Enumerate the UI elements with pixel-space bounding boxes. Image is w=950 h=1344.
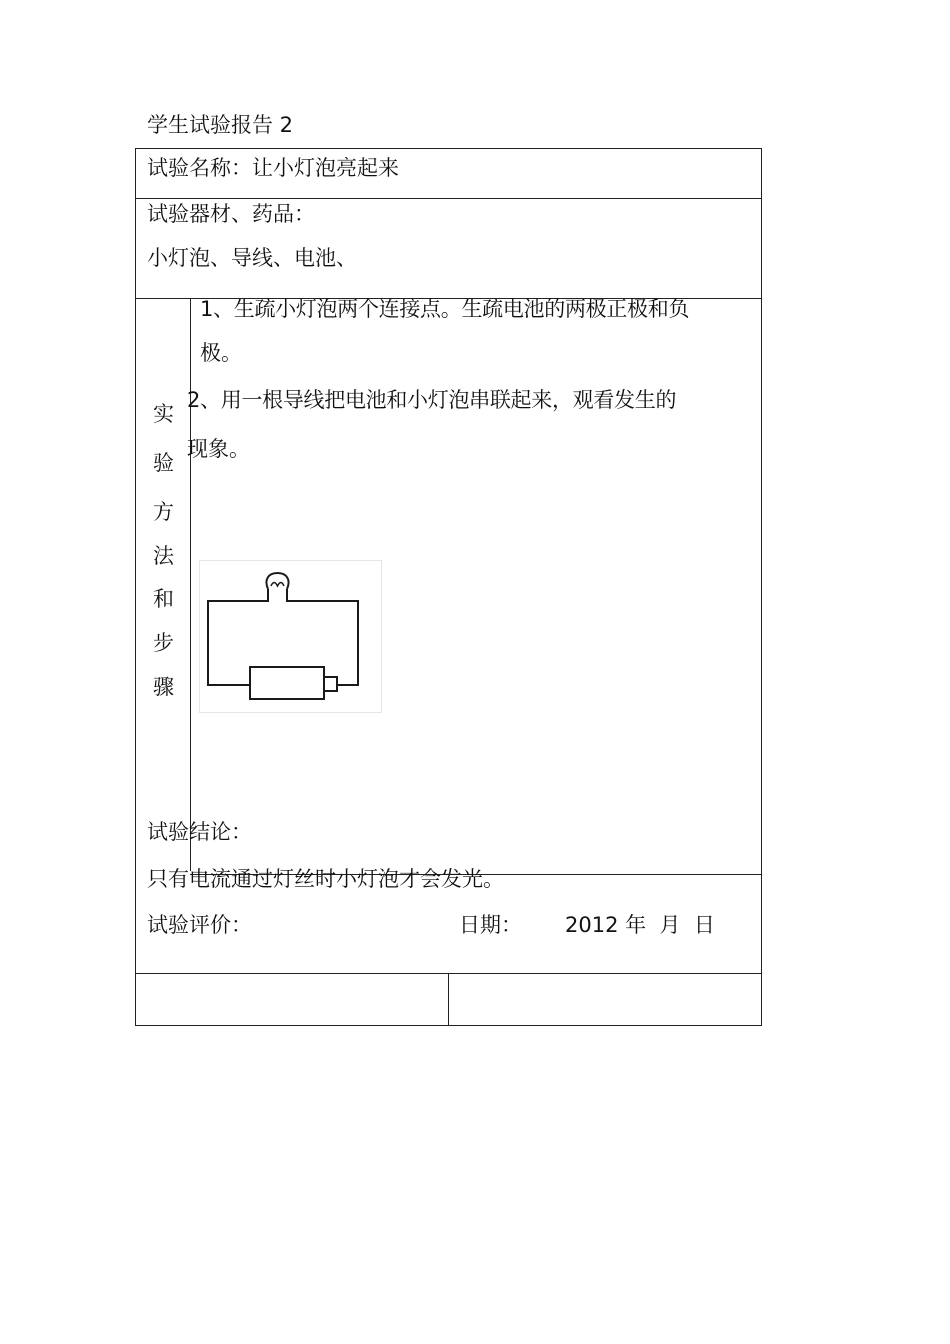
method-label-char: 验 bbox=[153, 451, 174, 475]
table-border-right bbox=[761, 148, 762, 1025]
table-border-top bbox=[135, 148, 762, 149]
method-label-char: 和 bbox=[153, 587, 174, 611]
signature-cell-left bbox=[136, 974, 448, 1025]
evaluation-label: 试验评价： bbox=[147, 913, 252, 937]
step-2-line-2: 现象。 bbox=[187, 437, 250, 461]
signature-cell-right bbox=[449, 974, 761, 1025]
circuit-diagram bbox=[199, 560, 382, 713]
step-1-line-2: 极。 bbox=[200, 341, 242, 365]
bulb-icon bbox=[266, 573, 288, 589]
battery-icon bbox=[250, 667, 337, 699]
row-divider-name bbox=[135, 198, 762, 199]
date-label: 日期： bbox=[459, 913, 522, 937]
date-value: 2012 年 月 日 bbox=[565, 913, 715, 937]
conclusion-value: 只有电流通过灯丝时小灯泡才会发光。 bbox=[147, 867, 504, 891]
table-border-left bbox=[135, 148, 136, 1025]
method-label-char: 步 bbox=[153, 631, 174, 655]
method-label-char: 实 bbox=[153, 402, 174, 426]
report-title: 学生试验报告 2 bbox=[147, 113, 294, 137]
materials-label: 试验器材、药品： bbox=[147, 202, 315, 226]
conclusion-label: 试验结论： bbox=[147, 820, 252, 844]
method-label-char: 法 bbox=[153, 544, 174, 568]
method-label-char: 骤 bbox=[153, 675, 174, 699]
method-column-divider bbox=[190, 298, 191, 871]
method-label-char: 方 bbox=[153, 500, 174, 524]
experiment-name: 试验名称：让小灯泡亮起来 bbox=[147, 156, 399, 180]
step-2-line-1: 2、用一根导线把电池和小灯泡串联起来，观看发生的 bbox=[187, 388, 677, 412]
step-1-line-1: 1、生疏小灯泡两个连接点。生疏电池的两极正极和负 bbox=[200, 297, 690, 321]
materials-value: 小灯泡、导线、电池、 bbox=[147, 246, 357, 270]
